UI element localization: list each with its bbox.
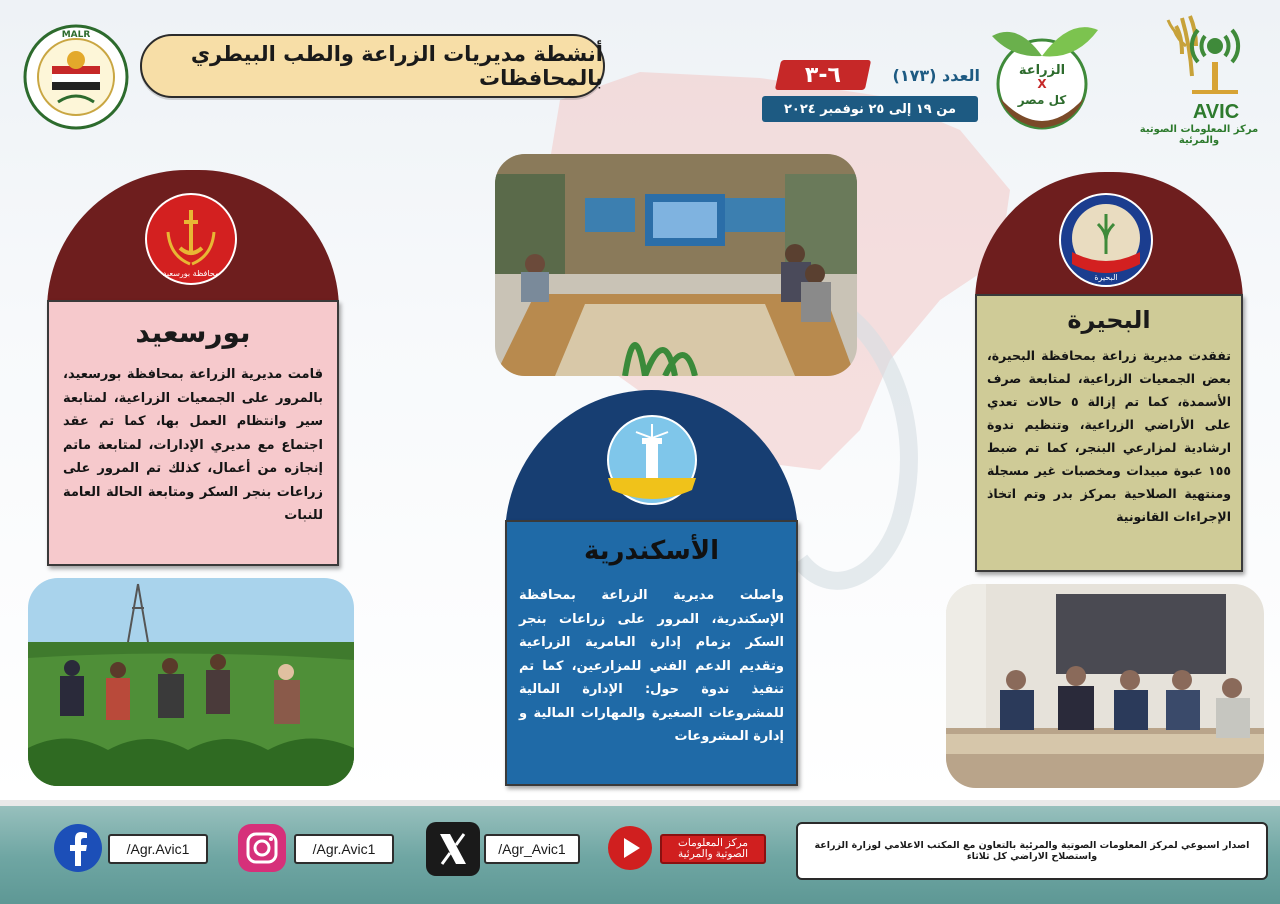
- facebook-handle: /Agr.Avic1: [108, 834, 208, 864]
- footer-note: اصدار اسبوعي لمركز المعلومات الصوتية والمرئية بالتعاون مع المكتب الاعلامي لوزارة الزراعة واستصلاح الاراضي كل ثلاثاء: [796, 822, 1268, 880]
- date-range: من ١٩ إلى ٢٥ نوفمبر ٢٠٢٤: [762, 96, 978, 122]
- avic-logo: [1120, 6, 1278, 146]
- alexandria-title: الأسكندرية: [583, 536, 720, 566]
- issue-number: ٦-٣: [804, 62, 841, 88]
- beheira-body: [975, 294, 1243, 572]
- portsaid-body: [47, 300, 339, 566]
- malr-logo: [22, 24, 130, 130]
- campaign-logo: [978, 16, 1106, 134]
- beheira-title: البحيرة: [1067, 306, 1151, 334]
- alexandria-body: [505, 520, 798, 786]
- footer-strip: [0, 800, 1280, 806]
- portsaid-text: قامت مديرية الزراعة بمحافظة بورسعيد، بالمرور على الجمعيات الزراعية، لمتابعة سير وانتظام العمل بها، كما تم عقد اجتماع مع مديري الإدارات، لمتابعة ماتم إنجازه من أعمال، كذلك تم المرور على زراعات بنجر السكر ومتابعة الحالة العامة للنبات: [63, 367, 323, 523]
- issue-info: [760, 58, 980, 128]
- issue-number-badge: [775, 60, 871, 90]
- alexandria-text: واصلت مديرية الزراعة بمحافظة الإسكندرية، المرور على زراعات بنجر السكر بزمام إدارة العامرية الزراعية وتقديم الدعم الفني للمزارعين، كما تم تنفيذ ندوة حول: الإدارة المالية للمشروعات الصغيرة والمهارات المالية و إدارة المشروعات: [519, 588, 784, 744]
- avic-name: AVIC: [1192, 101, 1240, 123]
- photo-meeting-room: [495, 154, 857, 376]
- instagram-link[interactable]: [236, 828, 396, 868]
- malr-text: MALR: [61, 30, 91, 40]
- campaign-line3: كل مصر: [1017, 93, 1067, 107]
- beheira-emblem: [1058, 192, 1154, 288]
- youtube-icon: [606, 824, 666, 872]
- photo-seminar: [946, 584, 1264, 788]
- x-link[interactable]: [424, 828, 580, 868]
- instagram-handle: /Agr.Avic1: [294, 834, 394, 864]
- photo-sugarbeet-field: [28, 578, 354, 786]
- youtube-link[interactable]: [606, 828, 766, 868]
- page-title-banner: [140, 34, 605, 98]
- instagram-icon: [236, 822, 288, 874]
- portsaid-title: بورسعيد: [135, 316, 251, 349]
- beheira-emblem-caption: البحيرة: [1094, 273, 1118, 282]
- alexandria-emblem: [606, 414, 698, 506]
- portsaid-emblem-caption: محافظة بورسعيد: [162, 269, 220, 278]
- youtube-caption: مركز المعلومات الصوتية والمرئية: [660, 834, 766, 864]
- x-icon: [424, 820, 482, 878]
- portsaid-emblem: [144, 192, 238, 286]
- avic-caption: مركز المعلومات الصوتية والمرئية: [1139, 124, 1259, 146]
- facebook-link[interactable]: [40, 828, 210, 868]
- campaign-line1: الزراعة: [1018, 63, 1066, 78]
- page-title: أنشطة مديريات الزراعة والطب البيطري بالمحافظات: [190, 42, 603, 90]
- issue-label: العدد (١٧٣): [892, 66, 980, 85]
- x-handle: /Agr_Avic1: [484, 834, 580, 864]
- campaign-line2: X: [1037, 77, 1047, 91]
- beheira-text: تفقدت مديرية زراعة بمحافظة البحيرة، بعض الجمعيات الزراعية، لمتابعة صرف الأسمدة، كما تم إزالة ٥ حالات تعدي على الأراضي الزراعية، وتنظيم ندوة ارشادية لمزارعي البنجر، كما تم ضبط ١٥٥ عبوة مبيدات ومخصبات غير مسجلة ومنتهية الصلاحية بمركز بدر وتم اتخاذ الإجراءات القانونية: [987, 348, 1231, 524]
- facebook-icon: [52, 822, 104, 874]
